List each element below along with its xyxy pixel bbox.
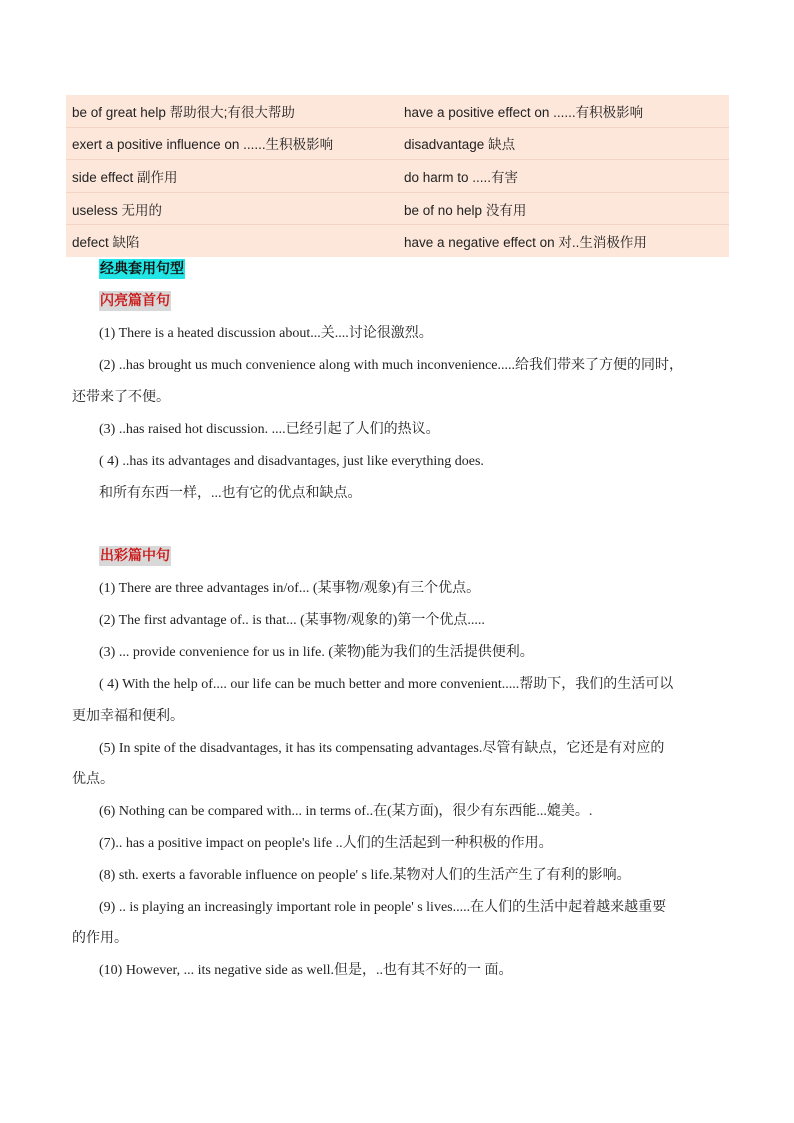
sentence-line: (5) In spite of the disadvantages, it has its compensating advantages.尽管有缺点，它还是有对应的	[99, 741, 665, 756]
table-row	[66, 127, 729, 160]
table-row	[66, 160, 729, 193]
sentence-line: ( 4) With the help of.... our life can be much better and more convenient.....帮助下，我们的生活可以	[99, 677, 674, 692]
sentence-line: 和所有东西一样，...也有它的优点和缺点。	[99, 486, 362, 501]
vocab-cell: disadvantage 缺点	[398, 127, 729, 160]
sentence-line: (3) ..has raised hot discussion. ....已经引起了人们的热议。	[99, 422, 440, 437]
sentence-line: (10) However, ... its negative side as well.但是，..也有其不好的一 面。	[99, 963, 513, 978]
sentence-line: (1) There are three advantages in/of... (某事物/观象)有三个优点。	[99, 581, 481, 596]
sentence-line: 更加幸福和便利。	[72, 709, 184, 724]
vocab-cell: exert a positive influence on ......生积极影响	[66, 127, 398, 160]
vocabulary-table	[66, 95, 729, 257]
vocab-cell: side effect 副作用	[66, 160, 398, 193]
table-row	[66, 95, 729, 127]
table-row	[66, 192, 729, 225]
sentence-line: (2) The first advantage of.. is that... (某事物/观象的)第一个优点.....	[99, 613, 485, 628]
vocab-cell: have a negative effect on 对..生消极作用	[404, 235, 647, 251]
sentence-line: (3) ... provide convenience for us in life. (莱物)能为我们的生活提供便利。	[99, 645, 534, 660]
table-row	[66, 225, 729, 257]
middle-sentences-heading: 出彩篇中句	[100, 548, 170, 564]
vocab-cell: useless 无用的	[66, 192, 398, 225]
opening-sentences-heading: 闪亮篇首句	[100, 293, 170, 309]
sentence-line: 优点。	[72, 772, 114, 787]
vocab-cell: be of great help 帮助很大;有很大帮助	[66, 95, 398, 127]
sentence-line: (7).. has a positive impact on people's life ..人们的生活起到一种积极的作用。	[99, 836, 553, 851]
sentence-line: (9) .. is playing an increasingly important role in people' s lives.....在人们的生活中起着越来越重要	[99, 900, 667, 915]
sentence-line: (2) ..has brought us much convenience along with much inconvenience.....给我们带来了方便的同时，	[99, 358, 683, 373]
sentence-line: ( 4) ..has its advantages and disadvantages, just like everything does.	[99, 454, 484, 469]
sentence-line: (6) Nothing can be compared with... in terms of..在(某方面)，很少有东西能...媲美。.	[99, 804, 593, 819]
vocab-cell: have a positive effect on ......有积极影响	[398, 95, 729, 127]
sentence-line: (1) There is a heated discussion about...关....讨论很激烈。	[99, 326, 433, 341]
vocab-cell: do harm to .....有害	[398, 160, 729, 193]
sentence-line: (8) sth. exerts a favorable influence on people' s life.某物对人们的生活产生了有利的影响。	[99, 868, 631, 883]
section-title: 经典套用句型	[100, 261, 184, 277]
vocab-cell: defect 缺陷	[72, 235, 140, 251]
vocab-cell: be of no help 没有用	[398, 192, 729, 225]
sentence-line: 还带来了不便。	[72, 390, 170, 405]
sentence-line: 的作用。	[72, 931, 128, 946]
